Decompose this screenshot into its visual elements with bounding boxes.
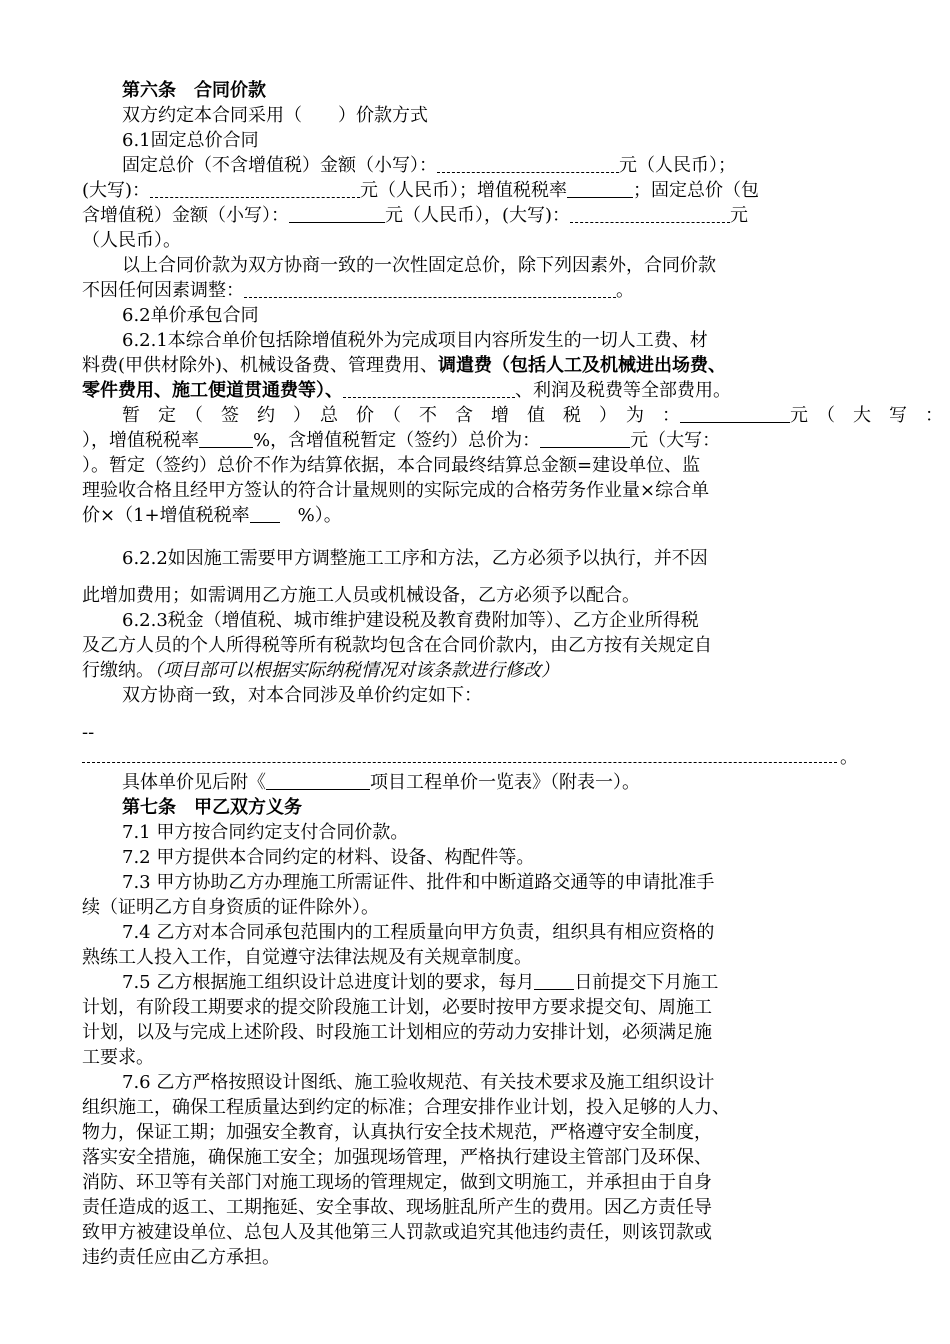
clause-7-4-line-2: 熟练工人投入工作，自觉遵守法律法规及有关规章制度。 bbox=[82, 947, 532, 968]
settlement-text-2: 理验收合格且经甲方签认的符合计量规则的实际完成的合格劳务作业量×综合单 bbox=[82, 480, 710, 501]
unit-price-attachment-line: 具体单价见后附《 项目工程单价一览表》（附表一）。 bbox=[122, 772, 640, 793]
clause-7-2: 7.2 甲方提供本合同约定的材料、设备、构配件等。 bbox=[122, 847, 535, 868]
clause-7-5-line-3: 计划，以及与完成上述阶段、时段施工计划相应的劳动力安排计划，必须满足施 bbox=[82, 1022, 712, 1043]
clause-6-2-3-line-3: 行缴纳。（项目部可以根据实际纳税情况对该条款进行修改） bbox=[82, 660, 559, 681]
clause-7-4-line-1: 7.4 乙方对本合同承包范围内的工程质量向甲方负责，组织具有相应资格的 bbox=[122, 922, 715, 943]
clause-7-3-line-2: 续（证明乙方自身资质的证件除外）。 bbox=[82, 897, 379, 918]
section-6-2-title: 6.2单价承包合同 bbox=[122, 305, 259, 326]
clause-6-2-2-line-1: 6.2.2如因施工需要甲方调整施工工序和方法，乙方必须予以执行，并不因 bbox=[122, 548, 708, 569]
blank-amount-lower bbox=[437, 154, 619, 173]
blank-vat-percent bbox=[199, 429, 253, 448]
rmb-line: （人民币）。 bbox=[82, 230, 181, 251]
clause-7-6-line-6: 责任造成的返工、工期拖延、安全事故、现场脏乱所产生的费用。因乙方责任导 bbox=[82, 1197, 712, 1218]
fixed-price-upper-line: (大写)： 元（人民币）；增值税税率 ；固定总价（包 bbox=[82, 180, 760, 201]
settlement-formula-line: 价×（1+增值税税率 %）。 bbox=[82, 505, 342, 526]
fixed-price-incl-tax-line: 含增值税）金额（小写）： 元（人民币），(大写)： 元 bbox=[82, 205, 749, 226]
clause-6-2-3-line-2: 及乙方人员的个人所得税等所有税款均包含在合同价款内，由乙方按有关规定自 bbox=[82, 635, 712, 656]
contract-page bbox=[82, 78, 943, 1270]
clause-6-2-1-line-2: 料费(甲供材除外)、机械设备费、管理费用、调遣费（包括人工及机械进出场费、 bbox=[82, 355, 727, 376]
clause-7-5-line-1: 7.5 乙方根据施工组织设计总进度计划的要求，每月 日前提交下月施工 bbox=[122, 972, 719, 993]
clause-7-6-line-4: 落实安全措施，确保施工安全；加强现场管理，严格执行建设主管部门及环保、 bbox=[82, 1147, 712, 1168]
blank-incl-tax-upper bbox=[570, 204, 730, 223]
blank-vat-rate bbox=[567, 179, 633, 198]
clause-7-5-line-2: 计划，有阶段工期要求的提交阶段施工计划，必要时按甲方要求提交旬、周施工 bbox=[82, 997, 712, 1018]
clause-7-3-line-1: 7.3 甲方协助乙方办理施工所需证件、批件和中断道路交通等的申请批准手 bbox=[122, 872, 715, 893]
blank-other-costs bbox=[343, 379, 515, 398]
article-6-heading: 第六条 合同价款 bbox=[122, 80, 266, 101]
unit-price-dash-start: -- bbox=[82, 722, 95, 743]
clause-7-6-line-1: 7.6 乙方严格按照设计图纸、施工验收规范、有关技术要求及施工组织设计 bbox=[122, 1072, 715, 1093]
unit-price-dash-line: 。 bbox=[82, 745, 882, 770]
clause-7-1: 7.1 甲方按合同约定支付合同价款。 bbox=[122, 822, 409, 843]
vat-rate-line: ），增值税税率 %，含增值税暂定（签约）总价为： 元（大写： bbox=[82, 430, 721, 451]
blank-amount-upper bbox=[150, 179, 360, 198]
fixed-price-excl-tax-line: 固定总价（不含增值税）金额（小写）： 元（人民币）； bbox=[122, 155, 736, 176]
settlement-text-1: ）。暂定（签约）总价不作为结算依据，本合同最终结算总金额=建设单位、监 bbox=[82, 455, 701, 476]
unit-price-agreement-line: 双方协商一致，对本合同涉及单价约定如下： bbox=[122, 685, 482, 706]
clause-7-6-line-8: 违约责任应由乙方承担。 bbox=[82, 1247, 280, 1268]
lump-sum-text: 以上合同价款为双方协商一致的一次性固定总价，除下列因素外，合同价款 bbox=[122, 255, 716, 276]
blank-day-of-month bbox=[534, 971, 574, 990]
clause-6-2-2-line-2: 此增加费用；如需调用乙方施工人员或机械设备，乙方必须予以配合。 bbox=[82, 585, 640, 606]
clause-7-6-line-7: 致甲方被建设单位、总包人及其他第三人罚款或追究其他违约责任，则该罚款或 bbox=[82, 1222, 712, 1243]
blank-provisional-incl-tax bbox=[540, 429, 630, 448]
blank-project-name bbox=[266, 771, 370, 790]
editor-note: （项目部可以根据实际纳税情况对该条款进行修改） bbox=[154, 660, 559, 681]
clause-7-6-line-3: 物力，保证工期；加强安全教育，认真执行安全技术规范，严格遵守安全制度， bbox=[82, 1122, 712, 1143]
provisional-price-line: 暂 定 （ 签 约 ） 总 价 （ 不 含 增 值 税 ） 为 ： 元 （ 大 写 ： bbox=[122, 405, 943, 426]
clause-7-5-line-4: 工要求。 bbox=[82, 1047, 154, 1068]
blank-incl-tax-lower bbox=[289, 204, 385, 223]
section-6-1-title: 6.1固定总价合同 bbox=[122, 130, 259, 151]
clause-6-2-3-line-1: 6.2.3税金（增值税、城市维护建设税及教育费附加等）、乙方企业所得税 bbox=[122, 610, 699, 631]
article-7-heading: 第七条 甲乙双方义务 bbox=[122, 797, 302, 818]
blank-adjustment-factors bbox=[244, 279, 616, 298]
dashed-rule bbox=[82, 762, 837, 763]
clause-6-2-1-line-1: 6.2.1本综合单价包括除增值税外为完成项目内容所发生的一切人工费、材 bbox=[122, 330, 708, 351]
clause-7-6-line-5: 消防、环卫等有关部门对施工现场的管理规定，做到文明施工，并承担由于自身 bbox=[82, 1172, 712, 1193]
adjustment-factors-line: 不因任何因素调整： 。 bbox=[82, 280, 634, 301]
blank-provisional-price bbox=[680, 404, 790, 423]
clause-7-6-line-2: 组织施工，确保工程质量达到约定的标准；合理安排作业计划，投入足够的人力、 bbox=[82, 1097, 730, 1118]
clause-6-2-1-line-3: 零件费用、施工便道贯通费等）、 、利润及税费等全部费用。 bbox=[82, 380, 731, 401]
pricing-method-line: 双方约定本合同采用（ ）价款方式 bbox=[122, 105, 428, 126]
blank-formula-vat bbox=[250, 504, 280, 523]
